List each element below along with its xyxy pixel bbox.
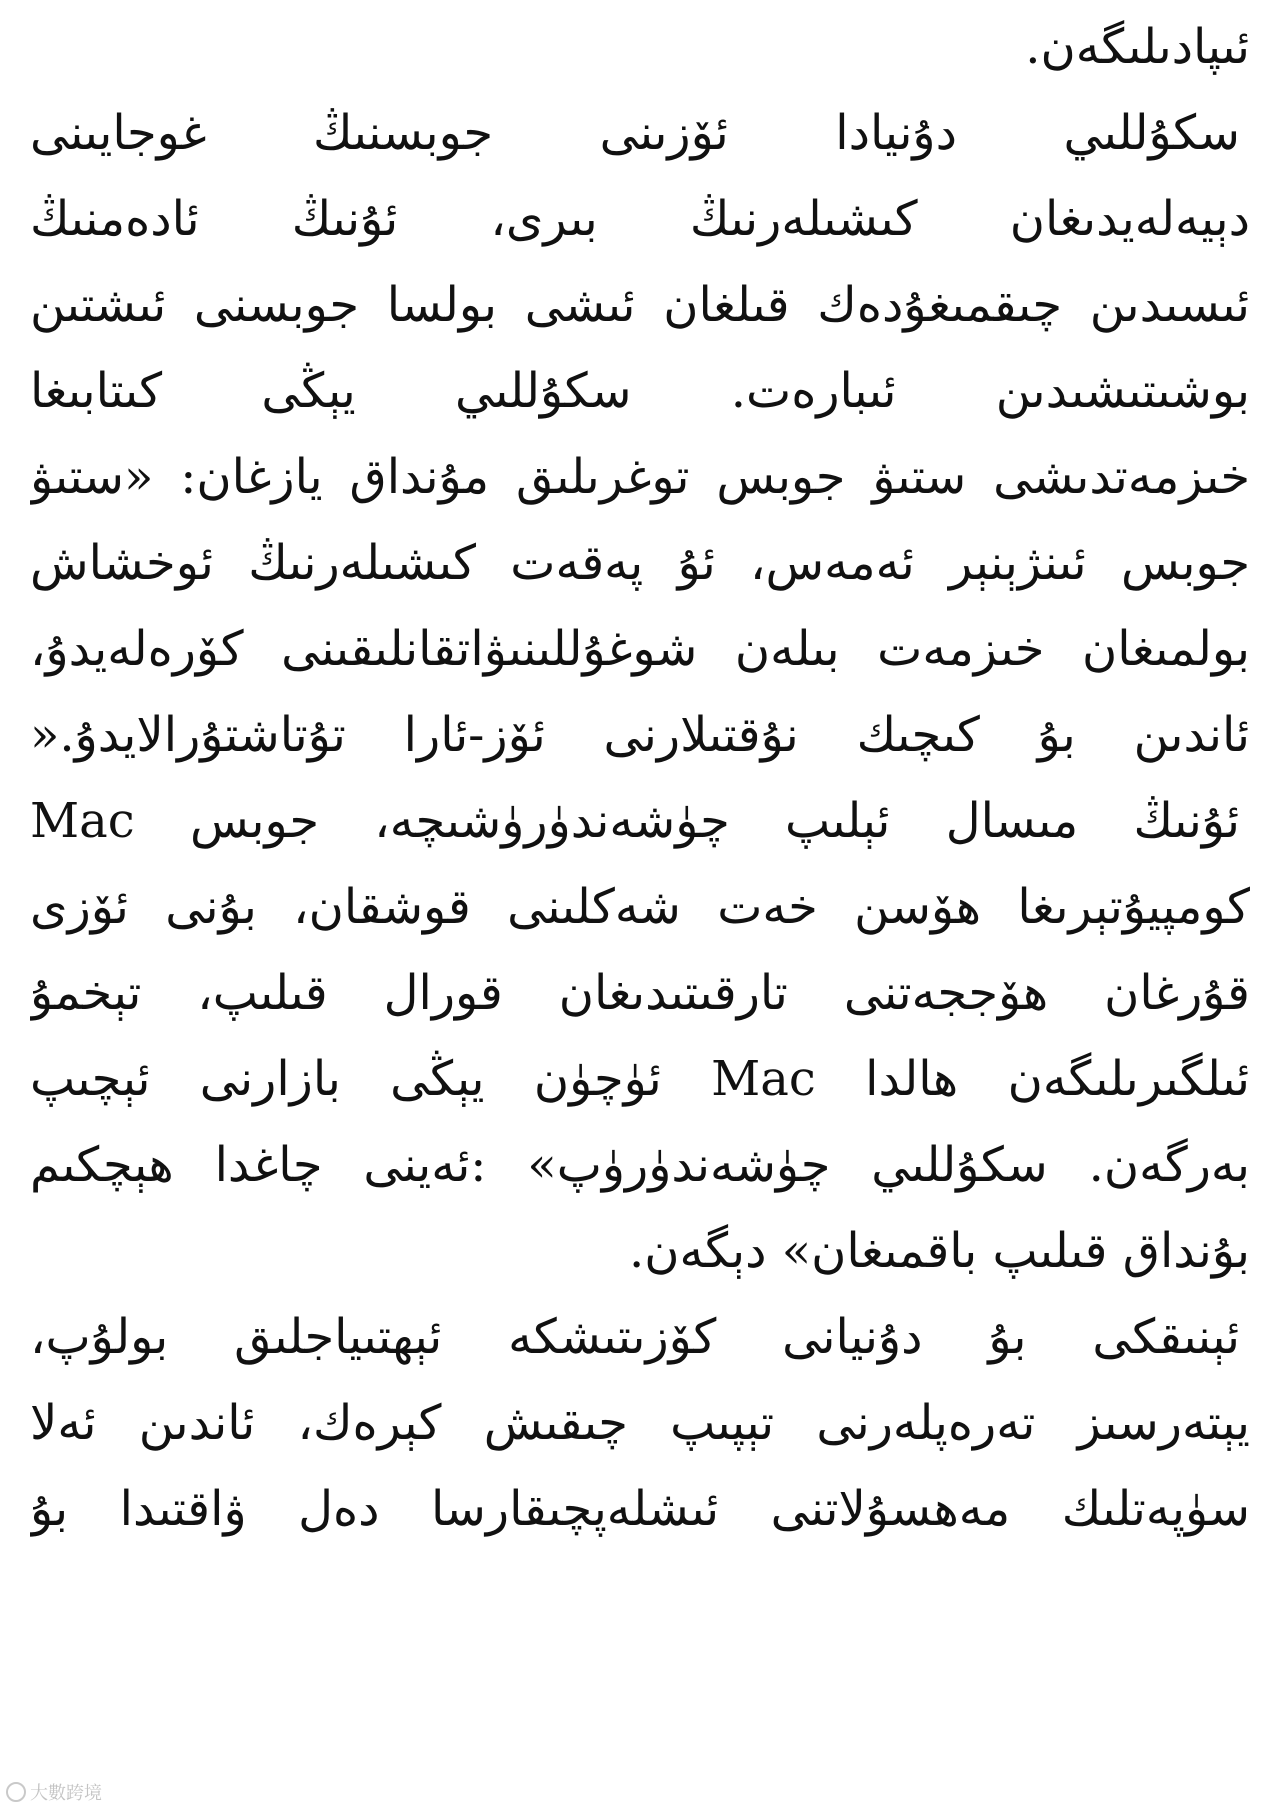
text-line: بۇنداق قىلىپ باقمىغان» دېگەن. [628,1223,1250,1279]
text-line: ئىپادىلىگەن. [1025,19,1250,75]
text-line: قۇرغان ھۆججەتنى تارقىتىدىغان قورال قىلىپ، تېخمۇ [30,965,1250,1021]
text-line: يېتەرسىز تەرەپلەرنى تېپىپ چىقىش كېرەك، ئاندىن ئەلا [30,1395,1250,1451]
text-line: بوشىتىشىدىن ئىبارەت. سكۇللىي يېڭى كىتابىغا [30,363,1250,419]
watermark-text: 大數跨境 [30,1783,102,1804]
text-line: جوبس ئىنژېنېر ئەمەس، ئۇ پەقەت كىشىلەرنىڭ ئوخشاش [30,535,1250,591]
text-line: ئاندىن بۇ كىچىك نۇقتىلارنى ئۆز-ئارا تۇتاشتۇرالايدۇ.« [30,707,1250,763]
text-line: ئىسىدىن چىقمىغۇدەك قىلغان ئىشى بولسا جوبسنى ئىشتىن [30,277,1250,333]
text-line: سكۇللىي دۇنيادا ئۆزىنى جوبسنىڭ غوجايىنى [30,105,1240,161]
watermark [6,1779,102,1805]
text-line: ئېنىقكى بۇ دۇنيانى كۆزىتىشكە ئېھتىياجلىق بولۇپ، [30,1309,1240,1365]
text-line: كومپيۇتېرىغا ھۆسن خەت شەكلىنى قوشقان، بۇنى ئۆزى [30,879,1250,935]
watermark-logo-icon [6,1782,26,1802]
text-line: دېيەلەيدىغان كىشىلەرنىڭ بىرى، ئۇنىڭ ئادەمنىڭ [30,191,1250,247]
text-line: ئۇنىڭ مىسال ئېلىپ چۈشەندۈرۈشىچە، جوبس Mac [30,793,1240,849]
text-line: ئىلگىرىلىگەن ھالدا Mac ئۈچۈن يېڭى بازارنى ئېچىپ [30,1051,1250,1107]
text-line: خىزمەتدىشى ستىۋ جوبس توغرىلىق مۇنداق يازغان: «ستىۋ [30,449,1250,505]
text-line: بولمىغان خىزمەت بىلەن شوغۇللىنىۋاتقانلىقىنى كۆرەلەيدۇ، [30,621,1250,677]
text-line: بەرگەن. سكۇللىي چۈشەندۈرۈپ» :ئەينى چاغدا ھېچكىم [30,1137,1250,1193]
document-body [30,4,1250,1552]
text-line: سۈپەتلىك مەھسۇلاتنى ئىشلەپچىقارسا دەل ۋاقتىدا بۇ [30,1481,1250,1537]
